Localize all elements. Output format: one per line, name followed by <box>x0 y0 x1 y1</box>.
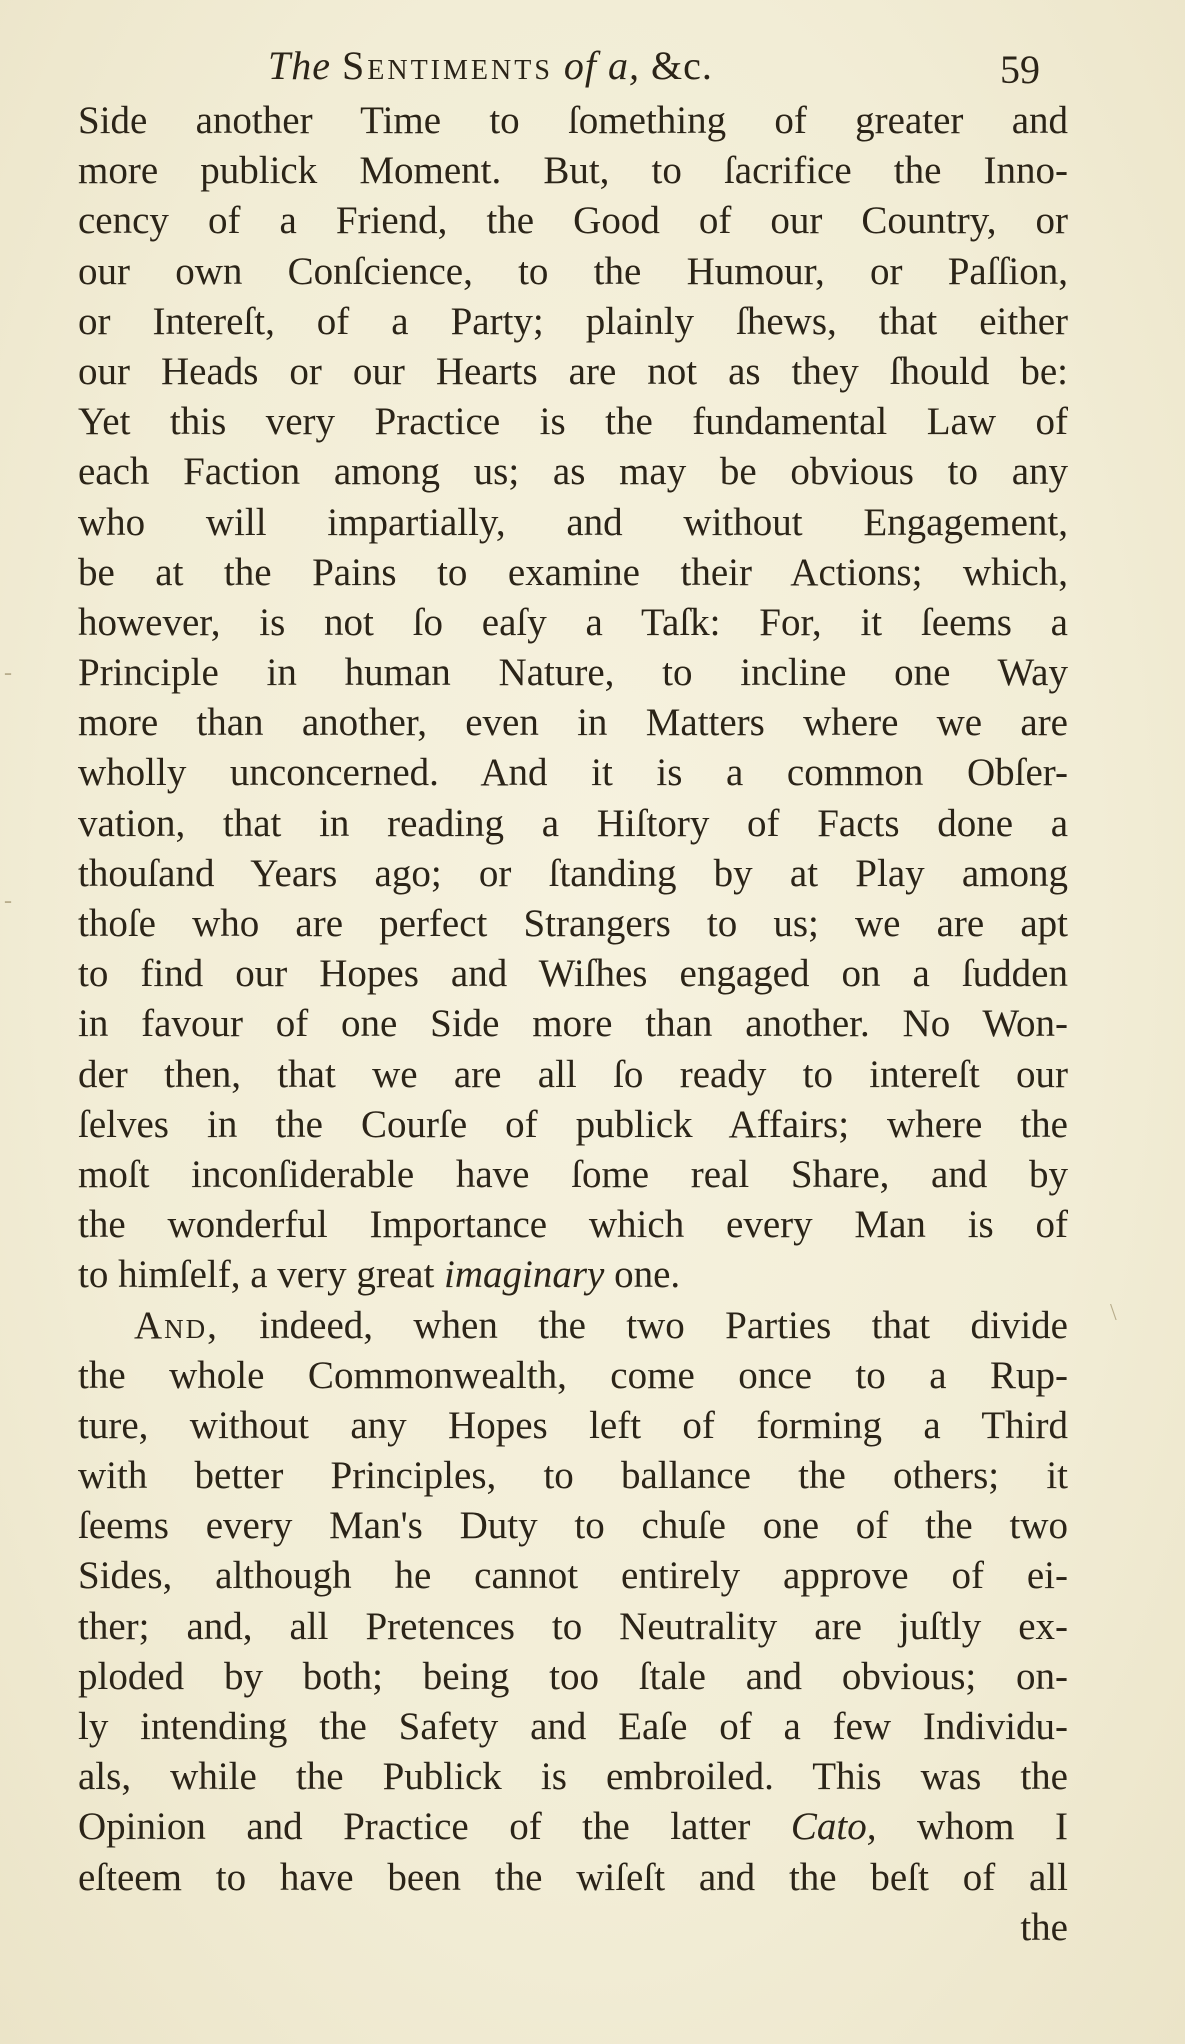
text-line: ture, without any Hopes left of forming a Third <box>78 1403 1068 1447</box>
text-segment: Opinion and Practice of the latter <box>78 1805 791 1849</box>
text-line: with better Principles, to ballance the others; it <box>78 1454 1068 1498</box>
text-line: ploded by both; being too ſtale and obvious; on- <box>78 1654 1068 1698</box>
text-line: thouſand Years ago; or ſtanding by at Play among <box>78 851 1068 895</box>
text-line: moſt inconſiderable have ſome real Share, and by <box>78 1152 1068 1196</box>
body-text <box>78 96 1068 1953</box>
italic-name-cato: Cato, <box>790 1805 877 1849</box>
text-line: der then, that we are all ſo ready to intereſt our <box>78 1052 1068 1096</box>
text-line: who will impartially, and without Engagement, <box>78 500 1068 544</box>
catchword: the <box>1020 1905 1068 1949</box>
text-segment: whom I <box>876 1805 1068 1849</box>
text-line: cency of a Friend, the Good of our Country, or <box>78 199 1068 243</box>
text-line: thoſe who are perfect Strangers to us; we are apt <box>78 902 1068 945</box>
text-line: als, while the Publick is embroiled. This was the <box>78 1755 1068 1799</box>
text-line-paragraph-end <box>78 1250 1068 1300</box>
margin-mark-right: \ <box>1110 1300 1117 1326</box>
text-line: the wonderful Importance which every Man is of <box>78 1203 1068 1247</box>
text-line: more publick Moment. But, to ſacrifice the Inno- <box>78 149 1068 193</box>
text-line: our Heads or our Hearts are not as they ſhould be: <box>78 349 1068 393</box>
text-line: ſelves in the Courſe of publick Affairs; where the <box>78 1102 1068 1146</box>
text-line: Sides, although he cannot entirely approve of ei- <box>78 1554 1068 1598</box>
running-title-etc: &c. <box>651 43 713 88</box>
text-line: or Intereſt, of a Party; plainly ſhews, that either <box>78 299 1068 343</box>
text-line: ly intending the Safety and Eaſe of a few Individu- <box>78 1705 1068 1748</box>
text-line: more than another, even in Matters where we are <box>78 701 1068 745</box>
text-line: the whole Commonwealth, come once to a Rup- <box>78 1353 1068 1397</box>
text-line: eſteem to have been the wiſeſt and the beſt of all <box>78 1855 1068 1899</box>
page-number: 59 <box>1000 47 1040 92</box>
text-line <box>78 1802 1068 1852</box>
text-line: ſeems every Man's Duty to chuſe one of the two <box>78 1504 1068 1548</box>
running-title-the: The <box>268 43 331 88</box>
text-line: Side another Time to ſomething of greater and <box>78 99 1068 142</box>
text-segment: one. <box>604 1253 681 1297</box>
text-line: wholly unconcerned. And it is a common Obſer- <box>78 751 1068 795</box>
running-title-of-a: of a, <box>563 43 641 88</box>
paragraph-opening-line <box>78 1301 1068 1351</box>
text-line: ther; and, all Pretences to Neutrality are juſtly ex- <box>78 1604 1068 1648</box>
margin-mark-left: - <box>4 888 12 914</box>
text-line: each Faction among us; as may be obvious to any <box>78 450 1068 494</box>
running-title-sentiments: Sentiments <box>342 43 553 88</box>
text-line: Yet this very Practice is the fundamental Law of <box>78 400 1068 444</box>
italic-word-imaginary: imaginary <box>444 1253 605 1297</box>
margin-mark-left: - <box>4 660 12 686</box>
text-line: our own Conſcience, to the Humour, or Paſſion, <box>78 249 1068 293</box>
text-line: in favour of one Side more than another. No Won- <box>78 1002 1068 1046</box>
text-line: however, is not ſo eaſy a Taſk: For, it ſeems a <box>78 600 1068 644</box>
text-line: be at the Pains to examine their Actions; which, <box>78 550 1068 594</box>
running-title <box>268 42 713 89</box>
text-line: vation, that in reading a Hiſtory of Facts done a <box>78 801 1068 845</box>
small-caps-opening-word: And, <box>134 1303 219 1347</box>
page-header <box>78 36 1078 96</box>
text-segment: indeed, when the two Parties that divide <box>218 1303 1068 1347</box>
text-line: to find our Hopes and Wiſhes engaged on a ſudden <box>78 952 1068 996</box>
text-segment: to himſelf, a very great <box>78 1253 445 1297</box>
text-line: Principle in human Nature, to incline one Way <box>78 651 1068 695</box>
